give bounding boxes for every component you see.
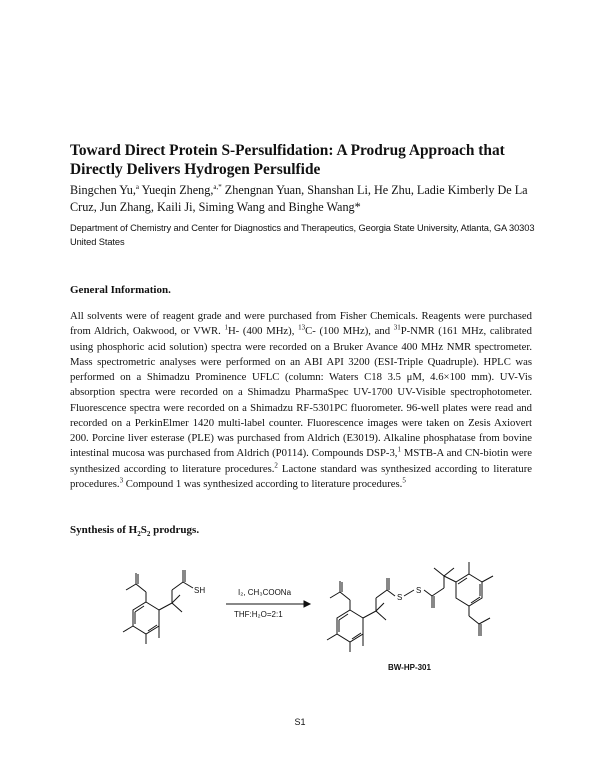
superscript: 31 <box>393 323 401 332</box>
superscript: 13 <box>298 323 306 332</box>
page-number: S1 <box>294 717 306 727</box>
reactant-structure <box>123 570 193 644</box>
text-run: Compound 1 was synthesized according to literature procedures. <box>123 477 403 490</box>
general-info-heading: General Information. <box>70 284 171 296</box>
text-run: P-NMR (161 MHz, calibrated using phosphoric acid solution) spectra were recorded on a Bruker Avance 400 MHz NMR spectrometer. Mass spectrometric analyses were performed on an ABI API 3200 (ESI-Triple Quadruple). HPLC was performed on a Shimadzu Prominence UFLC (column: Waters C18 3.5 μM, 4.6×100 mm). UV-Vis absorption spectra were recorded on a Shimadzu PharmaSpec UV-1700 UV-Visible spectrophotometer. Fluorescence spectra were recorded on a Shimadzu RF-5301PC fluorometer. 96-well plates were read and recorded on a PerkinElmer 1420 multi-label counter. Fluorescence images were taken on Zesis Axiovert 200. Porcine liver esterase (PLE) was purchased from Aldrich (E3019). Alkaline phosphatase from bovine intestinal mucosa was purchased from Aldrich (P0114). Compounds DSP-3, <box>70 325 532 460</box>
superscript: 1 <box>397 445 401 454</box>
reagents-top: I₂, CH₃COONa <box>238 588 292 597</box>
paper-title: Toward Direct Protein S-Persulfidation: A Prodrug Approach that Directly Delivers Hydrogen Persulfide <box>70 142 505 178</box>
s1-label: S <box>397 593 403 602</box>
text-run: H- (400 MHz), <box>227 325 299 338</box>
subscript: 2 <box>146 530 151 539</box>
superscript: 1 <box>224 323 228 332</box>
subscript: 2 <box>137 530 141 539</box>
synthesis-heading <box>70 524 200 539</box>
general-info-paragraph <box>70 309 532 492</box>
text-run: All solvents were of reagent grade and were purchased from Fisher Chemicals. Reagents were purchased from Aldrich, Oakwood, or VWR. <box>70 310 532 338</box>
author-rest: Zhengnan Yuan, Shanshan Li, He Zhu, Ladie Kimberly De La Cruz, Jun Zhang, Kaili Ji, Siming Wang and Binghe Wang* <box>70 183 528 214</box>
superscript: 5 <box>402 476 406 485</box>
sh-label: SH <box>194 586 206 595</box>
text-run: MSTB-A and CN-biotin were synthesized according to literature procedures. <box>70 447 532 475</box>
text-run: Synthesis of H <box>70 524 138 536</box>
text-run: C- (100 MHz), and <box>305 325 394 338</box>
reaction-scheme <box>118 560 538 680</box>
superscript: 2 <box>274 460 278 469</box>
author-2-mark: a,* <box>213 182 222 191</box>
reaction-arrow <box>226 601 310 607</box>
superscript: 3 <box>119 476 124 485</box>
text-run: S <box>140 524 147 536</box>
product-label: BW-HP-301 <box>388 663 431 672</box>
author-1: Bingchen Yu, <box>70 183 136 197</box>
text-run: prodrugs. <box>150 524 200 536</box>
author-2: Yueqin Zheng, <box>141 183 214 197</box>
reagents-bottom: THF:H₂O=2:1 <box>234 610 283 619</box>
s2-label: S <box>416 586 422 595</box>
author-1-mark: a <box>135 182 140 191</box>
affiliation: Department of Chemistry and Center for Diagnostics and Therapeutics, Georgia State University, Atlanta, GA 30303 United States <box>70 223 535 247</box>
text-run: Lactone standard was synthesized according to literature procedures. <box>70 462 533 490</box>
author-list <box>70 182 540 216</box>
product-structure <box>327 562 493 652</box>
